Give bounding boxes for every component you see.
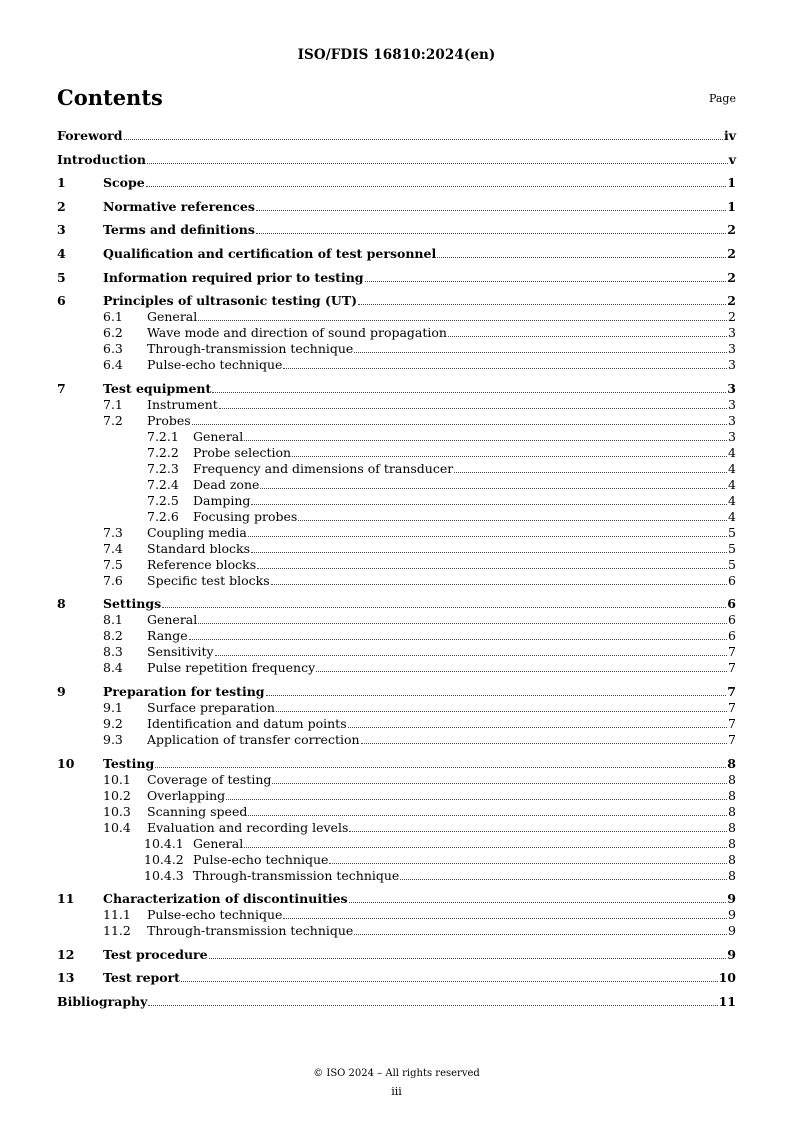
toc-entry[interactable]: [57, 493, 736, 509]
toc-entry-title: Overlapping: [147, 787, 226, 803]
dot-leader: [212, 381, 726, 393]
toc-entry-page: 9: [728, 907, 736, 923]
toc-entry-title: General: [193, 428, 244, 444]
toc-entry-page: 3: [728, 412, 736, 428]
toc-entry-number: 6.1: [103, 309, 123, 325]
toc-entry-title: Damping: [193, 492, 251, 508]
toc-entry[interactable]: [57, 788, 736, 804]
dot-leader: [349, 820, 727, 832]
toc-entry[interactable]: [57, 852, 736, 868]
dot-leader: [244, 429, 727, 441]
toc-entry-number: 7: [57, 380, 66, 396]
toc-entry-title: Scope: [103, 175, 145, 191]
toc-entry-title: Test equipment: [103, 380, 212, 396]
toc-entry-number: 6.2: [103, 325, 123, 341]
toc-entry-number: 10.4: [103, 819, 131, 835]
toc-entry-page: 2: [728, 309, 736, 325]
toc-entry-title: Test report: [103, 970, 180, 986]
toc-entry-number: 11: [57, 891, 75, 907]
toc-entry[interactable]: [57, 804, 736, 820]
document-header: ISO/FDIS 16810:2024(en): [297, 47, 496, 63]
toc-entry-title: Foreword: [57, 128, 123, 143]
toc-entry[interactable]: [57, 628, 736, 644]
toc-entry[interactable]: [57, 509, 736, 525]
toc-entry-title: Scanning speed: [147, 803, 248, 819]
toc-entry-number: 10.2: [103, 787, 131, 803]
toc-entry-page: 2: [727, 293, 736, 309]
toc-entry-number: 2: [57, 198, 66, 214]
toc-entry[interactable]: [57, 644, 736, 660]
toc-entry-page: 2: [727, 246, 736, 261]
toc-entry[interactable]: [57, 772, 736, 788]
toc-entry[interactable]: [57, 820, 736, 836]
dot-leader: [437, 246, 726, 258]
toc-entry-number: 13: [57, 970, 75, 986]
toc-entry-title: Pulse repetition frequency: [147, 660, 316, 676]
toc-entry-title: Information required prior to testing: [103, 269, 364, 285]
toc-entry-number: 3: [57, 222, 66, 238]
toc-entry[interactable]: [57, 700, 736, 716]
toc-entry[interactable]: [57, 222, 736, 238]
dot-leader: [276, 700, 727, 712]
toc-entry[interactable]: [57, 445, 736, 461]
toc-entry-title: Coverage of testing: [147, 771, 272, 787]
dot-leader: [454, 461, 727, 473]
toc-entry-title: Principles of ultrasonic testing (UT): [103, 293, 358, 309]
toc-entry-number: 9.3: [103, 732, 123, 747]
dot-leader: [298, 509, 727, 521]
toc-entry-number: 10.1: [103, 771, 131, 787]
toc-entry[interactable]: [57, 684, 736, 700]
toc-entry-page: 3: [728, 357, 736, 373]
toc-entry-page: 3: [728, 341, 736, 357]
toc-entry-page: 4: [728, 444, 736, 460]
dot-leader: [361, 732, 728, 744]
toc-entry[interactable]: [57, 612, 736, 628]
toc-entry-title: Probe selection: [193, 444, 292, 460]
toc-entry-title: Through-transmission technique: [147, 341, 354, 357]
toc-entry-title: Introduction: [57, 151, 147, 167]
dot-leader: [251, 493, 727, 505]
toc-entry-number: 8.3: [103, 644, 123, 660]
toc-entry-page: 7: [728, 644, 736, 660]
toc-entry-number: 8.2: [103, 628, 123, 644]
toc-entry-title: Pulse-echo technique: [147, 357, 283, 373]
dot-leader: [124, 128, 723, 140]
dot-leader: [209, 947, 727, 959]
toc-entry-number: 9: [57, 684, 66, 699]
toc-entry-number: 7.2.4: [147, 476, 179, 492]
toc-entry[interactable]: [57, 357, 736, 373]
toc-entry[interactable]: [57, 836, 736, 852]
toc-entry-number: 7.6: [103, 572, 123, 588]
toc-entry[interactable]: [57, 596, 736, 612]
toc-entry-title: Evaluation and recording levels: [147, 819, 349, 835]
toc-entry-title: Qualification and certification of test personnel: [103, 246, 437, 261]
toc-entry-number: 7.5: [103, 556, 123, 572]
dot-leader: [198, 612, 727, 624]
page-number: iii: [391, 1085, 402, 1098]
toc-entry[interactable]: [57, 325, 736, 341]
toc-entry-page: 7: [728, 732, 736, 747]
toc-entry[interactable]: [57, 970, 736, 986]
toc-entry-page: 8: [728, 835, 736, 851]
toc-entry-number: 7.2.6: [147, 508, 179, 524]
toc-entry-number: 12: [57, 946, 75, 962]
toc-entry-page: 5: [728, 540, 736, 556]
toc-entry[interactable]: [57, 309, 736, 325]
toc-entry-page: 6: [727, 596, 736, 612]
dot-leader: [448, 325, 727, 337]
toc-entry-page: 8: [728, 867, 736, 883]
toc-entry[interactable]: [57, 397, 736, 413]
toc-entry[interactable]: [57, 923, 736, 939]
dot-leader: [266, 684, 727, 696]
copyright-notice: © ISO 2024 – All rights reserved: [313, 1068, 480, 1079]
dot-leader: [181, 970, 718, 982]
dot-leader: [226, 788, 727, 800]
toc-entry[interactable]: [57, 716, 736, 732]
toc-entry[interactable]: [57, 413, 736, 429]
toc-entry-number: 11.1: [103, 907, 131, 923]
toc-entry-title: Normative references: [103, 198, 255, 214]
dot-leader: [189, 628, 727, 640]
toc-entry[interactable]: [57, 199, 736, 215]
toc-entry-number: 7.2.5: [147, 492, 179, 508]
toc-entry-page: 8: [727, 755, 736, 771]
toc-entry-number: 7.3: [103, 524, 123, 540]
dot-leader: [219, 397, 727, 409]
toc-entry-page: 2: [727, 269, 736, 285]
toc-entry-page: 6: [728, 628, 736, 644]
dot-leader: [146, 175, 727, 187]
toc-entry[interactable]: [57, 541, 736, 557]
toc-entry-title: Sensitivity: [147, 644, 214, 660]
toc-entry-number: 1: [57, 175, 66, 191]
dot-leader: [162, 596, 726, 608]
dot-leader: [348, 716, 727, 728]
dot-leader: [198, 309, 727, 321]
dot-leader: [257, 557, 727, 569]
toc-entry[interactable]: [57, 891, 736, 907]
toc-entry-page: 9: [727, 891, 736, 907]
toc-entry[interactable]: [57, 381, 736, 397]
toc-entry-title: Dead zone: [193, 476, 260, 492]
dot-leader: [316, 660, 727, 672]
dot-leader: [354, 923, 727, 935]
toc-entry[interactable]: [57, 293, 736, 309]
toc-entry-page: 4: [728, 476, 736, 492]
toc-entry-title: General: [147, 309, 198, 325]
toc-entry-page: 4: [728, 460, 736, 476]
toc-entry[interactable]: [57, 270, 736, 286]
toc-entry-page: 4: [728, 492, 736, 508]
toc-entry-number: 10.4.2: [144, 851, 184, 867]
dot-leader: [283, 357, 727, 369]
toc-entry-page: 8: [728, 819, 736, 835]
toc-entry-page: 8: [728, 787, 736, 803]
dot-leader: [248, 525, 727, 537]
toc-entry[interactable]: [57, 660, 736, 676]
toc-entry-title: Probes: [147, 412, 191, 428]
toc-entry-number: 6.3: [103, 341, 123, 357]
toc-entry-number: 7.2.1: [147, 428, 179, 444]
toc-entry-page: 11: [718, 994, 736, 1009]
toc-entry-title: Pulse-echo technique: [193, 851, 329, 867]
toc-entry-number: 8.4: [103, 660, 123, 676]
toc-entry-page: 7: [728, 716, 736, 731]
toc-entry-title: Application of transfer correction: [147, 732, 360, 747]
toc-entry-title: Pulse-echo technique: [147, 907, 283, 923]
toc-entry-page: 3: [727, 380, 736, 396]
dot-leader: [147, 152, 728, 164]
toc-entry-number: 7.2.2: [147, 444, 179, 460]
toc-entry-page: iv: [723, 128, 736, 143]
toc-entry-number: 6: [57, 293, 66, 309]
toc-entry-page: 9: [728, 923, 736, 939]
toc-entry[interactable]: [57, 525, 736, 541]
dot-leader: [244, 836, 727, 848]
toc-entry[interactable]: [57, 732, 736, 748]
toc-entry-number: 8: [57, 596, 66, 612]
dot-leader: [358, 293, 726, 305]
toc-entry-page: 6: [728, 572, 736, 588]
toc-entry-number: 5: [57, 269, 66, 285]
toc-entry-page: 3: [728, 325, 736, 341]
dot-leader: [329, 852, 727, 864]
toc-entry-title: Test procedure: [103, 946, 208, 962]
dot-leader: [260, 477, 727, 489]
toc-entry-page: 8: [728, 851, 736, 867]
toc-entry-page: v: [728, 151, 736, 167]
dot-leader: [251, 541, 727, 553]
toc-entry[interactable]: [57, 557, 736, 573]
toc-entry[interactable]: [57, 461, 736, 477]
toc-entry-number: 6.4: [103, 357, 123, 373]
toc-entry-page: 6: [728, 612, 736, 628]
toc-entry-page: 2: [727, 222, 736, 238]
toc-entry[interactable]: [57, 907, 736, 923]
toc-entry-page: 8: [728, 771, 736, 787]
toc-entry-title: Settings: [103, 596, 162, 612]
toc-entry-number: 7.4: [103, 540, 123, 556]
toc-entry-title: Identification and datum points: [147, 716, 347, 731]
toc-entry-page: 5: [728, 524, 736, 540]
dot-leader: [354, 341, 727, 353]
toc-entry-number: 11.2: [103, 923, 131, 939]
toc-entry[interactable]: [57, 756, 736, 772]
toc-entry-page: 7: [727, 684, 736, 699]
toc-entry-title: Testing: [103, 755, 155, 771]
toc-entry-number: 9.2: [103, 716, 123, 731]
toc-entry-page: 7: [728, 660, 736, 676]
toc-entry-number: 7.2.3: [147, 460, 179, 476]
toc-entry-title: General: [147, 612, 198, 628]
toc-entry-page: 3: [728, 396, 736, 412]
toc-entry[interactable]: [57, 152, 736, 168]
page-column-label: Page: [708, 92, 736, 105]
toc-entry-title: Specific test blocks: [147, 572, 270, 588]
dot-leader: [349, 891, 727, 903]
toc-entry-number: 10.4.3: [144, 867, 184, 883]
toc-entry-title: Frequency and dimensions of transducer: [193, 460, 454, 476]
toc-entry[interactable]: [57, 868, 736, 884]
toc-entry-page: 1: [727, 175, 736, 191]
toc-entry[interactable]: [57, 175, 736, 191]
toc-entry[interactable]: [57, 246, 736, 262]
toc-entry-number: 10.4.1: [144, 835, 184, 851]
toc-entry-number: 7.1: [103, 396, 123, 412]
toc-entry-title: Wave mode and direction of sound propagation: [147, 325, 447, 341]
dot-leader: [155, 756, 726, 768]
toc-entry-title: Characterization of discontinuities: [103, 891, 348, 907]
toc-entry-page: 5: [728, 556, 736, 572]
toc-entry[interactable]: [57, 994, 736, 1010]
toc-entry-page: 8: [728, 803, 736, 819]
toc-entry[interactable]: [57, 341, 736, 357]
toc-entry-title: Reference blocks: [147, 556, 257, 572]
toc-entry-number: 10: [57, 755, 75, 771]
toc-entry-number: 7.2: [103, 412, 123, 428]
toc-entry-title: Terms and definitions: [103, 222, 255, 238]
dot-leader: [283, 907, 727, 919]
toc-entry-number: 10.3: [103, 803, 131, 819]
toc-entry-title: General: [193, 835, 244, 851]
toc-entry-page: 3: [728, 428, 736, 444]
toc-entry-page: 1: [727, 198, 736, 214]
toc-entry-title: Coupling media: [147, 524, 247, 540]
toc-entry-title: Range: [147, 628, 188, 644]
dot-leader: [271, 573, 727, 585]
toc-entry[interactable]: [57, 573, 736, 589]
dot-leader: [215, 644, 727, 656]
toc-entry[interactable]: [57, 477, 736, 493]
toc-entry-title: Surface preparation: [147, 700, 275, 715]
toc-entry-number: 4: [57, 246, 66, 261]
dot-leader: [272, 772, 727, 784]
dot-leader: [292, 445, 727, 457]
toc-entry[interactable]: [57, 429, 736, 445]
dot-leader: [248, 804, 727, 816]
toc-entry[interactable]: [57, 947, 736, 963]
toc-entry-title: Through-transmission technique: [147, 923, 354, 939]
toc-entry-page: 10: [718, 970, 736, 986]
toc-entry-page: 9: [727, 946, 736, 962]
dot-leader: [148, 994, 717, 1006]
toc-entry-title: Preparation for testing: [103, 684, 265, 699]
toc-entry-page: 7: [728, 700, 736, 715]
dot-leader: [256, 222, 726, 234]
toc-entry-title: Bibliography: [57, 994, 148, 1009]
dot-leader: [400, 868, 727, 880]
toc-entry-number: 9.1: [103, 700, 123, 715]
toc-entry-title: Instrument: [147, 396, 218, 412]
dot-leader: [365, 270, 727, 282]
toc-entry[interactable]: [57, 128, 736, 144]
dot-leader: [256, 199, 726, 211]
dot-leader: [192, 413, 727, 425]
toc-entry-number: 8.1: [103, 612, 123, 628]
toc-entry-page: 4: [728, 508, 736, 524]
toc-entry-title: Through-transmission technique: [193, 867, 400, 883]
contents-heading: Contents: [57, 85, 163, 110]
toc-entry-title: Focusing probes: [193, 508, 298, 524]
toc-entry-title: Standard blocks: [147, 540, 251, 556]
